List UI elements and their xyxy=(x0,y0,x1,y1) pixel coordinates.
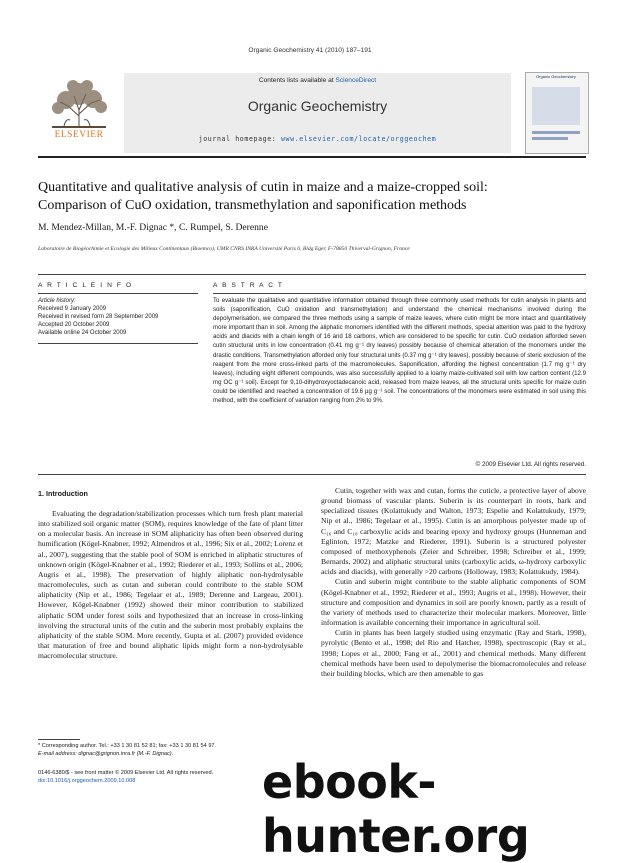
history-revised: Received in revised form 28 September 2009 xyxy=(38,314,159,320)
doi-link[interactable]: doi:10.1016/j.orggeochem.2009.10.008 xyxy=(38,777,136,784)
homepage-prefix: journal homepage: xyxy=(198,135,281,143)
running-head: Organic Geochemistry 41 (2010) 187–191 xyxy=(248,47,372,54)
body-paragraph: Cutin, together with wax and cutan, forms the cuticle, a protective layer of above ground biomass of vascular plants. Suberin is its counterpart in roots, bark and specialized tissues (Kolattukudy and Walton, 1973; Espelie and Kolattukudy, 1979; Nip et al., 1986; Tegelaar et al., 1995). Cutin is an amorphous polyester made up of C₁₆ and C₁₈ carboxylic acids and bearing epoxy and hydroxy groups (Hunneman and Eglinton, 1972; Matzke and Riederer, 1991). Suberin is a structured polyester composed of methoxyphenols (Zeier and Schreiber, 1998; Schreiber et al., 1999; Bernards, 2002) and aliphatic structural units (carboxylic acids, ω-hydroxy carboxylic acids and diacids), with generally >20 carbons (Holloway, 1983; Kolattukudy, 1984). xyxy=(321,486,586,577)
body-paragraph: Cutin in plants has been largely studied using enzymatic (Ray and Stark, 1998), pyrolytic (Bento et al., 1998; del Rio and Hatcher, 1998), spectroscopic (Ray et al., 1998; Lopes et al., 2000; Fang et al., 2001) and chemical methods. Many different chemical methods have been used to depolymerise the biomacromolecules and release their building blocks, which are then amenable to gas xyxy=(321,628,586,678)
issn-line: 0146-6380/$ - see front matter © 2009 Elsevier Ltd. All rights reserved. xyxy=(38,770,214,776)
sciencedirect-link[interactable]: ScienceDirect xyxy=(335,77,377,84)
article-history xyxy=(38,297,203,337)
abstract-bottom-rule xyxy=(38,474,586,475)
elsevier-tree-logo xyxy=(38,72,120,154)
watermark: ebook-hunter.org xyxy=(262,755,530,863)
footnote-rule xyxy=(38,739,80,740)
body-paragraph: Evaluating the degradation/stabilization processes which turn fresh plant material into stabilized soil organic matter (SOM), requires knowledge of the fate of plant litter on a molecular basis. An increase in SOM aliphaticity has often been observed during humification (Kögel-Knabner, 1992; Almendros et al., 1996; Six et al., 2002; Lorenz et al., 2007), suggesting that the stable pool of SOM is enriched in aliphatic structures of unknown origin (Kögel-Knabner et al., 1992; Riederer et al., 1993; Sollins et al., 2006; Augris et al., 1998). The preservation of highly aliphatic non-hydrolysable macromolecules, such as cutan and suberan could contribute to the stable SOM aliphaticity (Nip et al., 1986; Tegelaar et al., 1989; Derenne and Largeau, 2001). However, Kögel-Knabner (1992) showed their minor contribution to stabilized aliphatic SOM under forest soils and hypothesized that an increase in cross-linking involving the structural units of the cutin and the suberin most probably explains the aliphaticity of the stable SOM. More recently, Gupta et al. (2007) provided evidence that maturation of free and bound aliphatic lipids might form a non-hydrolysable macromolecular structure. xyxy=(38,509,303,661)
corresponding-author-note: * Corresponding author. Tel.: +33 1 30 81 52 81; fax: +33 1 30 81 54 97. xyxy=(38,743,217,749)
abstract-copyright: © 2009 Elsevier Ltd. All rights reserved. xyxy=(475,461,586,468)
article-info-rule xyxy=(38,293,198,294)
title-line-2: Comparison of CuO oxidation, transmethylation and saponification methods xyxy=(38,198,467,213)
history-online: Available online 24 October 2009 xyxy=(38,330,127,336)
journal-homepage xyxy=(124,135,511,143)
header-rule xyxy=(38,156,586,158)
article-info-bottom-rule xyxy=(38,343,198,344)
homepage-link[interactable]: www.elsevier.com/locate/orggeochem xyxy=(280,135,437,143)
journal-cover-thumbnail xyxy=(525,72,589,154)
author-list: M. Mendez-Millan, M.-F. Dignac *, C. Rumpel, S. Derenne xyxy=(38,222,268,233)
article-title xyxy=(38,179,588,215)
abstract-heading: A B S T R A C T xyxy=(213,282,284,289)
abstract-rule xyxy=(213,293,586,294)
body-paragraph: Cutin and suberin might contribute to the stable aliphatic components of SOM (Kögel-Knabner et al., 1992; Riederer et al., 1993; Augris et al., 1998). However, their structure and composition and dynamics in soil are poorly known, partly as a result of the variety of methods used to characterize their molecular markers. Moreover, little information is available concerning their importance in agricultural soil. xyxy=(321,577,586,628)
email-note: E-mail address: dignac@grignon.inra.fr (M.-F. Dignac). xyxy=(38,750,174,757)
right-text-column xyxy=(321,486,586,679)
history-received: Received 9 January 2009 xyxy=(38,306,107,312)
history-label: Article history: xyxy=(38,298,76,304)
contents-prefix: Contents lists available at xyxy=(258,77,336,84)
section-rule xyxy=(38,274,586,275)
left-text-column xyxy=(38,509,303,661)
article-info-heading: A R T I C L E I N F O xyxy=(38,282,133,289)
history-accepted: Accepted 20 October 2009 xyxy=(38,322,110,328)
contents-line xyxy=(124,77,511,84)
abstract-text: To evaluate the qualitative and quantitative information obtained through three commonly used methods for cutin analysis in plants and soils (saponification, CuO oxidation and transmethylation) and understand the chemical mechanisms involved during the depolymerisation, we compared the three methods using a sample of maize leaves, where cutin might be more intact and quantitatively more important than in soil. Among the aliphatic monomers identified with the different methods, special attention was paid to the hydroxy acids and diacids with a chain length of 16 and 18 carbons, which are considered to be specific for cutin. CuO oxidation afforded seven cutin structural units in low concentration (0.41 mg g⁻¹ dry leaves) possibly because of chemical alteration of the monomers under the drastic conditions. Transmethylation afforded only four structural units (0.37 mg g⁻¹ dry leaves), possibly because of steric exclusion of the reagent from the more cross-linked parts of the macromolecules. Saponification, affording the highest concentration (1.7 mg g⁻¹ dry leaves), including eight different compounds, was also successfully applied to a loamy maize-cultivated soil with low carbon content (12.9 mg OC g⁻¹ soil). Except for 9,10-dihydroxyoctadecanoic acid, released from maize leaves, all the structural units specific for maize cutin could be identified and reached a concentration of 19.6 µg g⁻¹ soil. The concentrations of the monomers were estimated in soil using this method, with the coefficient of variation ranging from 2% to 9%. xyxy=(213,297,586,405)
title-line-1: Quantitative and qualitative analysis of cutin in maize and a maize-cropped soil: xyxy=(38,180,488,195)
cover-title: Organic Geochemistry xyxy=(536,74,576,79)
publisher-wordmark: ELSEVIER xyxy=(54,130,104,140)
affiliation: Laboratoire de Biogéochimie et Ecologie des Milieux Continentaux (Bioemco), UMR CNRS INRA Université Paris 6, Bldg Eger, F-78850 Thiverval-Grignon, France xyxy=(38,246,410,252)
journal-name: Organic Geochemistry xyxy=(247,98,388,114)
section-heading-introduction: 1. Introduction xyxy=(38,489,88,498)
